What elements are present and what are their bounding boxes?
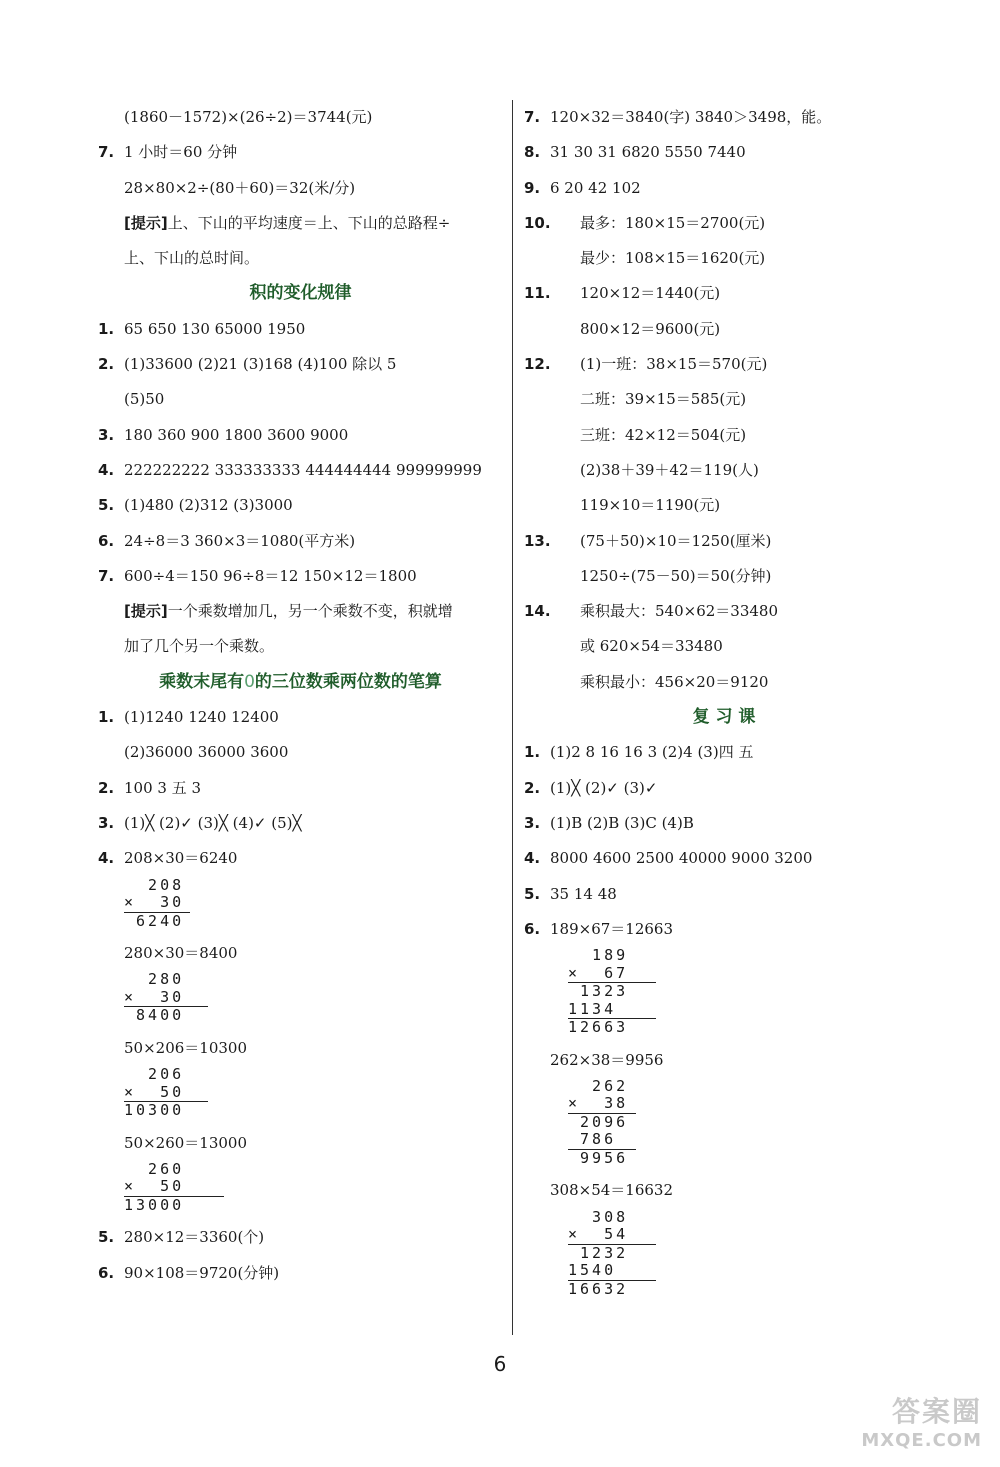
hint-line: [提示]上、下山的平均速度＝上、下山的总路程÷	[124, 213, 451, 232]
answer-line: (1860－1572)×(26÷2)＝3744(元)	[124, 108, 373, 126]
answer-line: 4. 222222222 333333333 444444444 999999999	[98, 460, 482, 479]
vertical-calculation: 189 × 67 1323 1134 12663	[568, 947, 924, 1037]
answer-line: 9. 6 20 42 102	[524, 178, 641, 197]
watermark-logo	[832, 1390, 982, 1460]
answer-line: 三班：42×12＝504(元)	[580, 425, 747, 444]
vertical-calculation: 308 × 54 1232 1540 16632	[568, 1209, 924, 1299]
answer-line: 二班：39×15＝585(元)	[580, 390, 747, 409]
answer-line: 或 620×54＝33480	[580, 637, 723, 656]
vertical-calculation: 208 × 30 6240	[124, 877, 503, 931]
watermark-text: 答案圈	[891, 1395, 982, 1428]
answer-line: 4. 8000 4600 2500 40000 9000 3200	[524, 849, 813, 868]
hint-line: [提示]一个乘数增加几，另一个乘数不变，积就增	[124, 602, 453, 621]
answer-line: 7. 1 小时＝60 分钟	[98, 143, 238, 162]
answer-line: 10. 最多：180×15＝2700(元)	[524, 213, 766, 232]
answer-line: 5. 35 14 48	[524, 884, 617, 903]
answer-line: 12. (1)一班：38×15＝570(元)	[524, 355, 768, 374]
answer-line: (5)50	[124, 390, 165, 409]
hint-line: 加了几个另一个乘数。	[124, 637, 275, 656]
answer-line: 4. 208×30＝6240	[98, 849, 238, 868]
answer-line: 7. 120×32＝3840(字) 3840＞3498，能。	[524, 108, 832, 126]
vertical-calculation: 262 × 38 2096 786 9956	[568, 1078, 924, 1168]
answer-line: (2)36000 36000 3600	[124, 743, 289, 762]
answer-line: 119×10＝1190(元)	[580, 496, 721, 515]
answer-line: 1. 65 650 130 65000 1950	[98, 319, 306, 338]
answer-line: 3. 180 360 900 1800 3600 9000	[98, 425, 349, 444]
answer-line: 50×260＝13000	[124, 1133, 248, 1152]
answer-line: 1250÷(75－50)＝50(分钟)	[580, 566, 772, 585]
answer-line: 13. (75＋50)×10＝1250(厘米)	[524, 531, 772, 550]
answer-line: 最少：108×15＝1620(元)	[580, 249, 766, 268]
answer-line: 262×38＝9956	[550, 1050, 664, 1069]
answer-line: 2. (1)33600 (2)21 (3)168 (4)100 除以 5	[98, 355, 397, 374]
answer-line: 6. 189×67＝12663	[524, 919, 674, 938]
right-column	[524, 100, 924, 1304]
answer-line: 6. 24÷8＝3 360×3＝1080(平方米)	[98, 531, 356, 550]
answer-line: 1. (1)1240 1240 12400	[98, 708, 279, 727]
vertical-calculation: 260 × 50 13000	[124, 1161, 503, 1215]
answer-line: 28×80×2÷(80＋60)＝32(米/分)	[124, 178, 356, 197]
vertical-calculation: 206 × 50 10300	[124, 1066, 503, 1120]
column-divider	[512, 100, 513, 1335]
page-number: 6	[493, 1352, 507, 1376]
answer-line: 8. 31 30 31 6820 5550 7440	[524, 143, 746, 162]
answer-line: 800×12＝9600(元)	[580, 319, 721, 338]
answer-line: 280×30＝8400	[124, 944, 238, 963]
section-heading: 乘数末尾有0的三位数乘两位数的笔算	[159, 671, 442, 692]
answer-line: 11. 120×12＝1440(元)	[524, 284, 721, 303]
answer-line: 3. (1)B (2)B (3)C (4)B	[524, 813, 694, 832]
section-heading: 复 习 课	[692, 707, 756, 728]
answer-line: 14. 乘积最大：540×62＝33480	[524, 602, 779, 621]
hint-line: 上、下山的总时间。	[124, 249, 260, 268]
answer-line: 乘积最小：456×20＝9120	[580, 672, 769, 691]
answer-line: 5. 280×12＝3360(个)	[98, 1228, 265, 1247]
answer-line: 6. 90×108＝9720(分钟)	[98, 1263, 280, 1282]
answer-line: 2. 100 3 五 3	[98, 778, 202, 797]
answer-line: 5. (1)480 (2)312 (3)3000	[98, 496, 293, 515]
vertical-calculation: 280 × 30 8400	[124, 971, 503, 1025]
answer-line: 1. (1)2 8 16 16 3 (2)4 (3)四 五	[524, 743, 754, 762]
answer-line: (2)38＋39＋42＝119(人)	[580, 460, 759, 479]
left-column	[98, 100, 503, 1291]
answer-line: 7. 600÷4＝150 96÷8＝12 150×12＝1800	[98, 566, 417, 585]
section-heading: 积的变化规律	[249, 283, 352, 304]
answer-line: 50×206＝10300	[124, 1038, 248, 1057]
watermark-url: MXQE.COM	[861, 1430, 982, 1451]
answer-line: 3. (1)╳ (2)✓ (3)╳ (4)✓ (5)╳	[98, 813, 302, 832]
answer-line: 2. (1)╳ (2)✓ (3)✓	[524, 778, 658, 797]
answer-line: 308×54＝16632	[550, 1181, 674, 1200]
